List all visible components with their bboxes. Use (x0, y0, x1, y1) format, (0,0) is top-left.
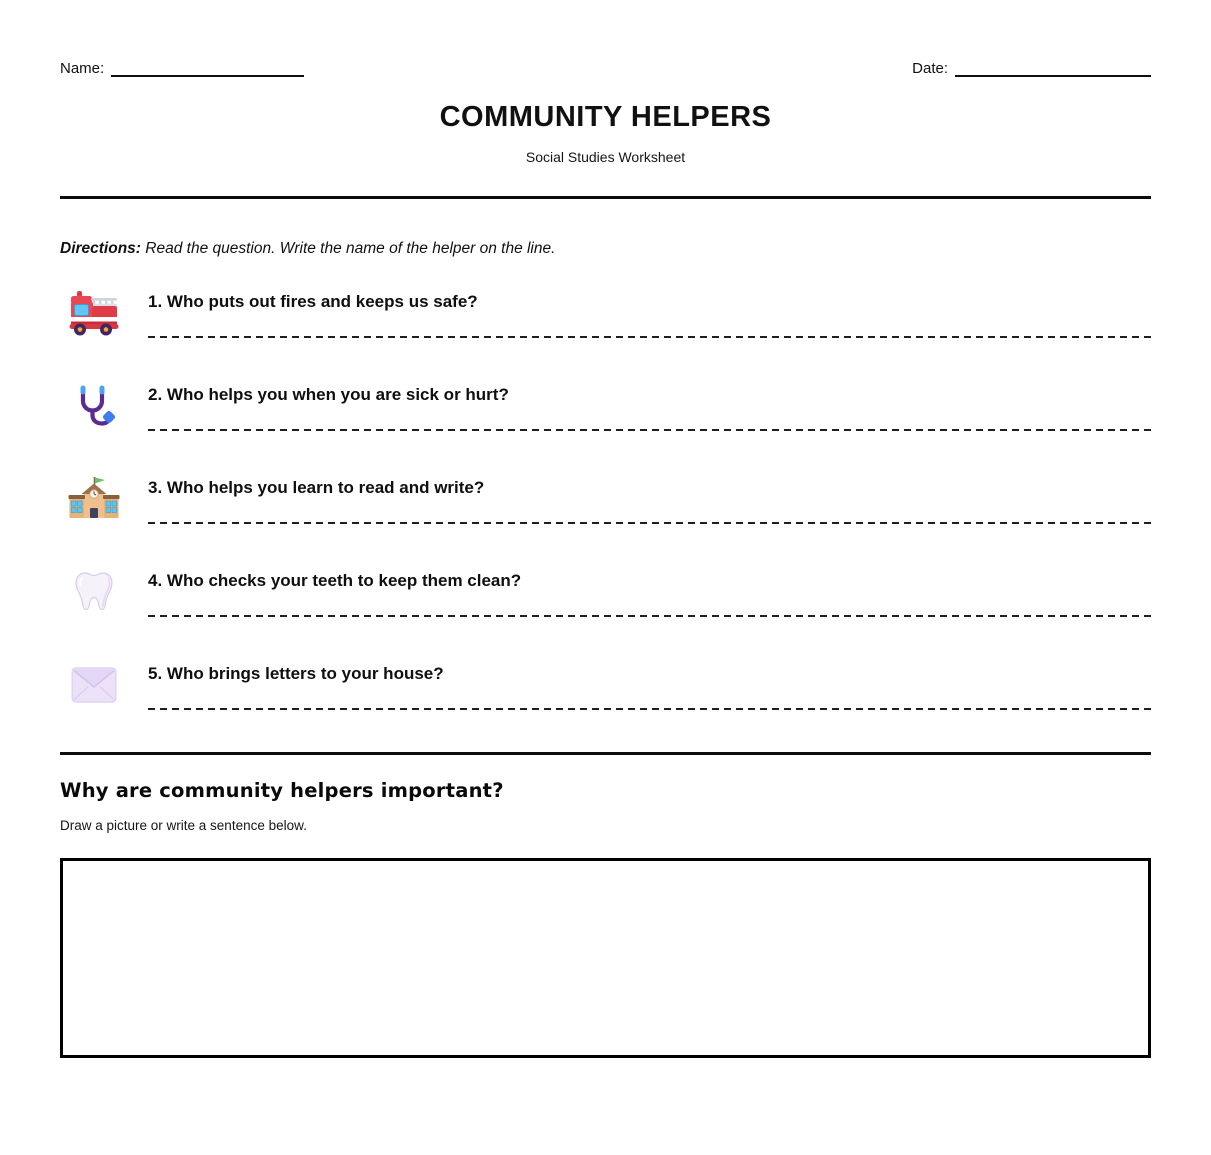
reflection-heading: Why are community helpers important? (60, 779, 504, 802)
answer-line[interactable] (148, 336, 1151, 338)
question-main (148, 659, 1151, 710)
question-row-1 (60, 287, 1151, 339)
question-main (148, 566, 1151, 617)
drawing-box[interactable] (60, 858, 1151, 1058)
question-row-4 (60, 566, 1151, 618)
answer-line[interactable] (148, 708, 1151, 710)
envelope-icon (68, 659, 120, 711)
answer-line[interactable] (148, 522, 1151, 524)
fire-engine-icon (68, 287, 120, 339)
answer-line[interactable] (148, 429, 1151, 431)
question-main (148, 473, 1151, 524)
directions-label: Directions: (60, 240, 141, 257)
question-row-5 (60, 659, 1151, 711)
page-subtitle: Social Studies Worksheet (525, 149, 686, 165)
name-label: Name: (60, 60, 105, 77)
answer-line[interactable] (148, 615, 1151, 617)
question-text: 2. Who helps you when you are sick or hurt? (148, 385, 509, 404)
name-line[interactable] (111, 58, 304, 77)
question-text: 5. Who brings letters to your house? (148, 664, 444, 683)
header-row (60, 58, 1151, 77)
divider-bottom (60, 752, 1151, 755)
question-text: 1. Who puts out fires and keeps us safe? (148, 292, 478, 311)
name-field (60, 58, 304, 77)
divider-top (60, 196, 1151, 199)
stethoscope-icon (68, 380, 120, 432)
question-main (148, 380, 1151, 431)
question-row-3 (60, 473, 1151, 525)
date-field (912, 58, 1151, 77)
reflection-instruction: Draw a picture or write a sentence below. (60, 818, 307, 833)
school-icon (68, 473, 120, 525)
tooth-icon (68, 566, 120, 618)
question-text: 4. Who checks your teeth to keep them clean? (148, 571, 522, 590)
directions-text: Read the question. Write the name of the helper on the line. (145, 240, 556, 257)
question-row-2 (60, 380, 1151, 432)
question-list (60, 287, 1151, 711)
directions (60, 240, 1151, 258)
question-main (148, 287, 1151, 338)
date-label: Date: (912, 60, 948, 77)
date-line[interactable] (955, 58, 1151, 77)
page-title: COMMUNITY HELPERS (439, 101, 772, 133)
question-text: 3. Who helps you learn to read and write? (148, 478, 485, 497)
